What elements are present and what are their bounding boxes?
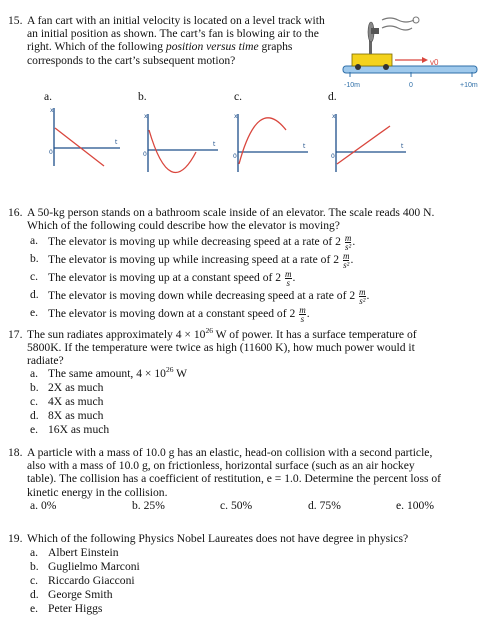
question-number: 15. <box>8 14 23 27</box>
question-number: 18. <box>8 446 23 459</box>
question-text-line: also with a mass of 10.0 g, on frictionless, horizontal surface (such as an air hockey <box>27 459 415 473</box>
graph-c <box>228 112 310 174</box>
question-text-line: table). The collision has a coefficient of restitution, e = 1.0. Determine the percent loss of <box>27 472 442 486</box>
svg-text:t: t <box>115 139 118 146</box>
svg-text:t: t <box>213 141 216 148</box>
svg-text:x: x <box>332 113 336 120</box>
graph-a <box>40 106 122 168</box>
unit-fraction: $\frac{m}{s}$ <box>285 269 292 288</box>
unit-fraction: $\frac{m}{s}$ <box>299 305 306 324</box>
question-text-line: right. Which of the following position versus time graphs <box>27 40 293 54</box>
svg-text:x: x <box>144 113 148 120</box>
velocity-label: v0 <box>430 58 439 67</box>
question-text-line: 5800K. If the temperature were twice as high (11600 K), how much power would it <box>27 341 415 355</box>
cart-wheel <box>355 64 361 70</box>
options-row-18 <box>30 499 470 513</box>
svg-text:0: 0 <box>233 153 237 160</box>
question-18 <box>8 446 478 502</box>
graph-curve <box>149 130 196 172</box>
svg-text:0: 0 <box>49 149 53 156</box>
graph-b <box>138 112 220 174</box>
option-18-e[interactable]: e. 100% <box>396 499 434 512</box>
axis-label-x: x <box>50 107 54 114</box>
question-text-line: corresponds to the cart’s subsequent motion? <box>27 53 236 67</box>
question-text-line: The sun radiates approximately $4 \times 10^{26}$ W of power. It has a surface temperature of <box>27 326 417 341</box>
graph-curve <box>55 128 104 166</box>
track <box>343 66 477 73</box>
question-17 <box>8 328 478 372</box>
track-label-center: 0 <box>409 82 413 89</box>
graph-label-b: b. <box>138 90 147 103</box>
graph-d <box>326 112 408 174</box>
question-19 <box>8 532 478 546</box>
graph-curve <box>337 126 390 164</box>
graph-label-a: a. <box>44 90 53 103</box>
unit-fraction: $\frac{m}{\text{s²}}$ <box>342 251 350 270</box>
question-text-line: an initial position as shown. The cart’s fan is blowing air to the <box>27 27 319 41</box>
air-flow-icon <box>382 18 414 22</box>
question-text-line: kinetic energy in the collision. <box>27 485 168 499</box>
option-18-b[interactable]: b. 25% <box>132 499 165 512</box>
option-18-d[interactable]: d. 75% <box>308 499 341 512</box>
cart-wheel <box>383 64 389 70</box>
question-text-line: A particle with a mass of 10.0 g has an elastic, head-on collision with a second particle, <box>27 446 433 459</box>
question-number: 17. <box>8 328 23 341</box>
svg-text:t: t <box>303 143 306 150</box>
svg-text:0: 0 <box>143 151 147 158</box>
svg-text:x: x <box>234 113 238 120</box>
question-number: 16. <box>8 206 23 219</box>
question-text-line: radiate? <box>27 354 64 368</box>
question-text-line: Which of the following Physics Nobel Laureates does not have degree in physics? <box>27 532 409 545</box>
track-label-right: +10m <box>460 82 478 89</box>
option-18-c[interactable]: c. 50% <box>220 499 253 512</box>
fan-cart-illustration <box>340 10 480 90</box>
option-18-a[interactable]: a. 0% <box>30 499 57 512</box>
track-label-left: -10m <box>344 82 360 89</box>
question-text-line: A fan cart with an initial velocity is located on a level track with <box>27 14 325 27</box>
graph-label-d: d. <box>328 90 337 103</box>
svg-text:t: t <box>401 143 404 150</box>
graph-curve <box>239 118 286 164</box>
question-text-line: A 50-kg person stands on a bathroom scale inside of an elevator. The scale reads 400 N. <box>27 206 435 219</box>
question-number: 19. <box>8 532 23 545</box>
svg-text:0: 0 <box>331 153 335 160</box>
question-text-line: Which of the following could describe how the elevator is moving? <box>27 219 340 233</box>
graph-label-c: c. <box>234 90 243 103</box>
unit-fraction: $\frac{m}{\text{s²}}$ <box>359 287 366 306</box>
unit-fraction: $\frac{m}{\text{s²}}$ <box>344 233 352 252</box>
